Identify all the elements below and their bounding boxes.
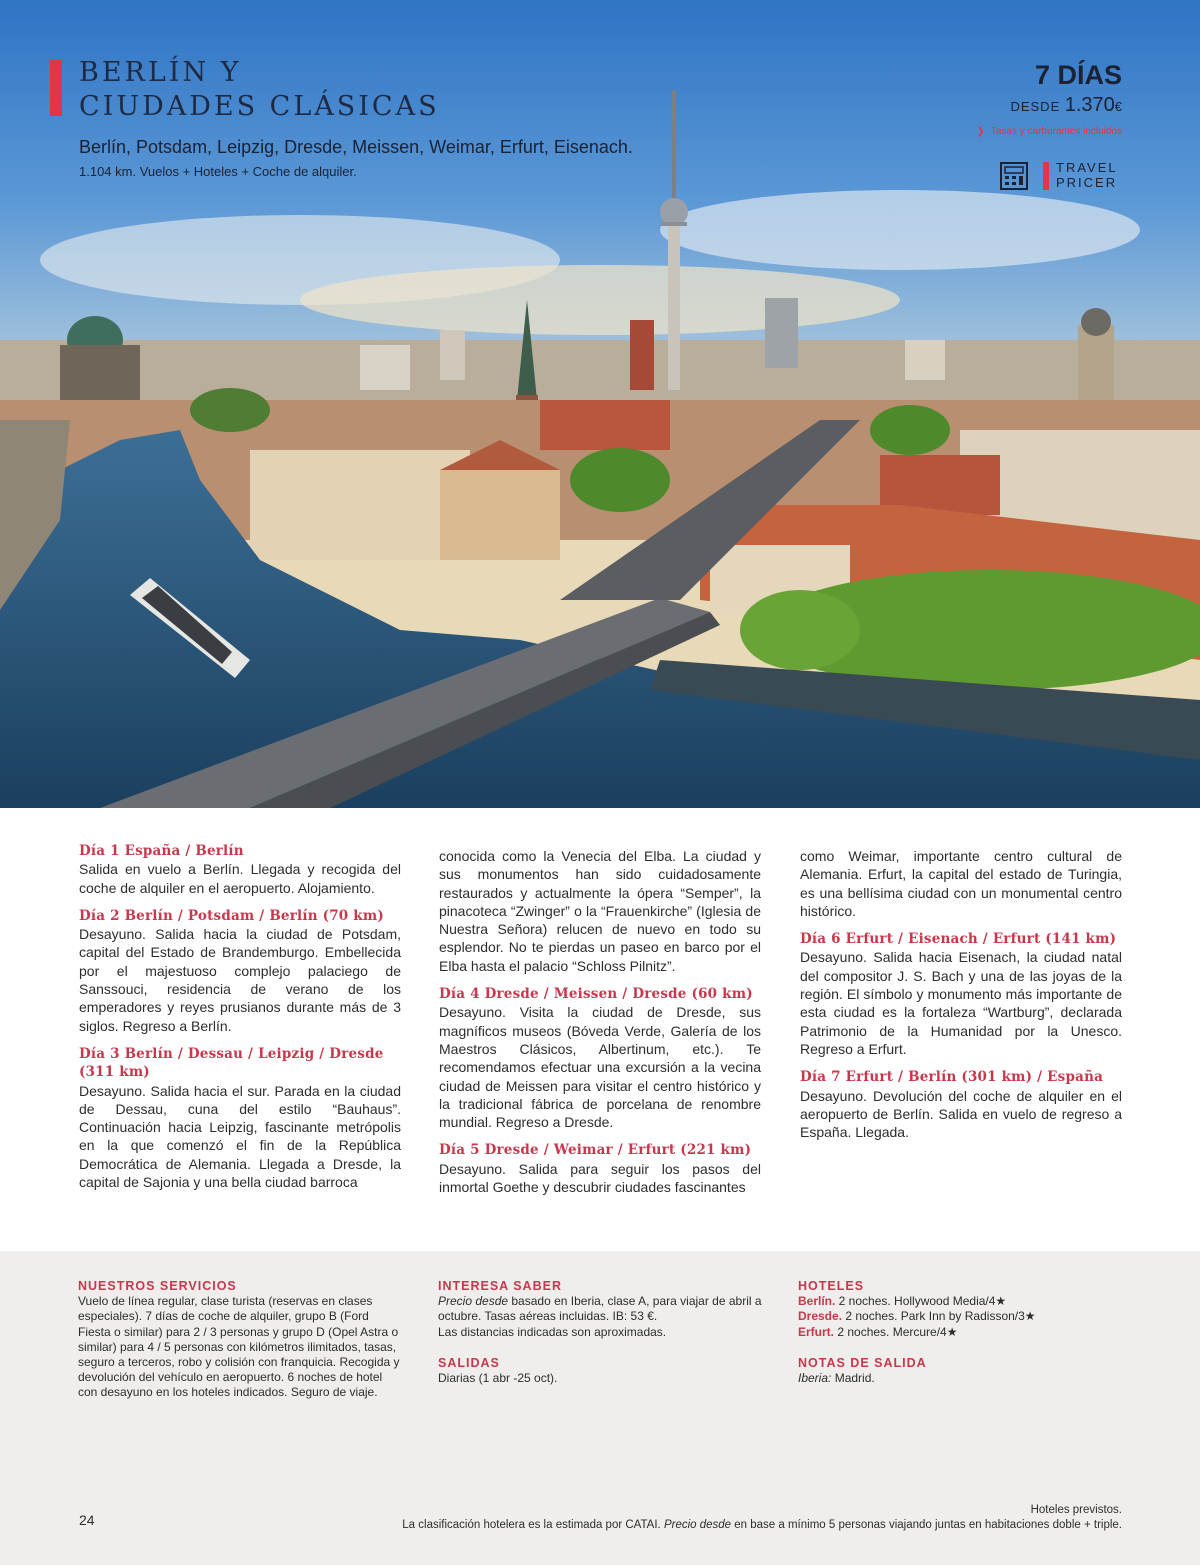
interesa-italic: Precio desde — [438, 1294, 509, 1309]
page-number: 24 — [79, 1512, 95, 1528]
day-heading: Día 5 Dresde / Weimar / Erfurt (221 km) — [439, 1142, 752, 1159]
day-heading: Día 3 Berlín / Dessau / Leipzig / Dresde (311 km) — [79, 1045, 384, 1081]
travel-pricer-logo[interactable] — [1056, 160, 1118, 190]
interesa-body: basado en Iberia, clase A, para viajar de abril a octubre. Tasas aéreas incluidas. IB: 53 €. — [438, 1294, 762, 1324]
day-block — [439, 847, 761, 975]
day-heading: Día 2 Berlín / Potsdam / Berlín (70 km) — [79, 907, 384, 924]
services-column — [78, 1279, 403, 1401]
hotel-row — [798, 1325, 1123, 1340]
day-heading: Día 7 Erfurt / Berlín (301 km) / España — [800, 1069, 1104, 1086]
services-text: Vuelo de línea regular, clase turista (reservas en clases especiales). 7 días de coche de alquiler, grupo B (Ford Fiesta o similar) para 2 / 3 personas y grupo D (Opel Astra o similar) para 4 / 5 personas con kilómetros ilimitados, tasas, seguro a terceros, robo y colisión con franquicia. Recogida y devolución del vehículo en aeropuerto. 6 noches de hotel con desayuno en los hoteles indicados. Seguro de viaje. — [78, 1294, 400, 1400]
price-block — [1010, 94, 1122, 117]
day-block — [800, 1068, 1122, 1141]
footer-note-2a: La clasificación hotelera es la estimada por CATAI. — [402, 1519, 664, 1531]
hotel-city: Dresde. — [798, 1309, 843, 1324]
taxes-note-text: Tasas y carburantes incluidos — [990, 126, 1122, 137]
notas-heading: NOTAS DE SALIDA — [798, 1355, 927, 1370]
info-column — [438, 1279, 763, 1386]
day-heading: Día 1 España / Berlín — [79, 843, 244, 859]
price-label: DESDE — [1010, 99, 1061, 114]
price-value: 1.370 — [1064, 94, 1115, 116]
services-heading: NUESTROS SERVICIOS — [78, 1279, 237, 1293]
itinerary-column-2 — [439, 847, 761, 1206]
services-panel — [0, 1251, 1200, 1565]
title-line-1: BERLÍN Y — [79, 57, 242, 88]
day-text: Desayuno. Visita la ciudad de Dresde, sus magníficos museos (Bóveda Verde, Galería de los Maestros Clásicos, Albertinum, etc.). Te recomendamos efectuar una excursión a la vecina ciudad de Meissen para visitar el centro histórico y la tradicional fábrica de porcelana de renombre mundial. Regreso a Dresde. — [439, 1004, 761, 1131]
hotel-row — [798, 1309, 1123, 1324]
day-block — [439, 1141, 761, 1196]
title-accent-bar — [50, 60, 62, 116]
route-cities: Berlín, Potsdam, Leipzig, Dresde, Meissen, Weimar, Erfurt, Eisenach. — [79, 137, 633, 157]
hotel-city: Berlín. — [798, 1294, 836, 1309]
notas-text — [798, 1371, 1123, 1386]
day-text: conocida como la Venecia del Elba. La ciudad y sus monumentos han sido cuidadosamente restaurados y actualmente la ópera “Semper”, la pinacoteca “Zwinger” o la “Frauenkirche” (Iglesia de Nuestra Señora) relucen de nuevo en todo su esplendor. No te pierdas un paseo en barco por el Elba hasta el palacio “Schloss Pilnitz”. — [439, 848, 761, 974]
interesa-heading: INTERESA SABER — [438, 1279, 562, 1293]
day-text: Desayuno. Salida para seguir los pasos del inmortal Goethe y descubrir ciudades fascinantes — [439, 1160, 761, 1196]
route-summary: 1.104 km. Vuelos + Hoteles + Coche de alquiler. — [79, 164, 357, 179]
notas-italic: Iberia: — [798, 1371, 832, 1386]
chevron-right-icon: ❯ — [976, 126, 985, 137]
itinerary — [79, 842, 1122, 1232]
itinerary-column-1 — [79, 842, 401, 1201]
hotel-row — [798, 1294, 1123, 1309]
hotel-detail: 2 noches. Mercure/4★ — [834, 1324, 958, 1339]
hotel-detail: 2 noches. Park Inn by Radisson/3★ — [842, 1309, 1036, 1324]
day-heading: Día 6 Erfurt / Eisenach / Erfurt (141 km) — [800, 931, 1117, 948]
footer-note-italic: Precio desde — [663, 1519, 732, 1531]
itinerary-column-3 — [800, 847, 1122, 1151]
interesa-text — [438, 1294, 763, 1324]
price-currency: € — [1114, 99, 1122, 114]
day-block — [79, 907, 401, 1035]
day-block — [439, 985, 761, 1131]
travel-pricer-line2: PRICER — [1056, 175, 1118, 190]
salidas-text: Diarias (1 abr -25 oct). — [438, 1371, 558, 1386]
day-text: como Weimar, importante centro cultural de Alemania. Erfurt, la capital del estado de Turingia, es una bellísima ciudad con un monumental centro histórico. — [800, 848, 1122, 919]
calculator-icon — [1000, 162, 1028, 190]
footer-note-line2 — [402, 1518, 1122, 1533]
travel-pricer-accent — [1043, 162, 1049, 190]
day-block — [800, 930, 1122, 1058]
day-block — [79, 1045, 401, 1191]
footer-note-2b: en base a mínimo 5 personas viajando juntas en habitaciones doble + triple. — [731, 1519, 1122, 1531]
interesa-text-2: Las distancias indicadas son aproximadas. — [438, 1324, 667, 1339]
hotels-heading: HOTELES — [798, 1279, 865, 1293]
hotels-column — [798, 1279, 1123, 1386]
trip-duration: 7 DÍAS — [1034, 60, 1122, 90]
day-text: Desayuno. Salida hacia Eisenach, la ciudad natal del compositor J. S. Bach y una de las joyas de la región. El símbolo y monumento más importante de esta ciudad es la fortaleza “Wartburg”, declarada Patrimonio de la Humanidad por la Unesco. Regreso a Erfurt. — [800, 949, 1122, 1057]
hotel-detail: 2 noches. Hollywood Media/4★ — [835, 1294, 1007, 1309]
notas-body: Madrid. — [831, 1371, 875, 1386]
taxes-note — [976, 126, 1122, 137]
page-title — [79, 56, 440, 124]
footer-note-line1: Hoteles previstos. — [1030, 1504, 1122, 1516]
hotel-city: Erfurt. — [798, 1324, 834, 1339]
day-text: Salida en vuelo a Berlín. Llegada y recogida del coche de alquiler en el aeropuerto. Alojamiento. — [79, 861, 401, 896]
day-text: Desayuno. Salida hacia el sur. Parada en la ciudad de Dessau, cuna del estilo “Bauhaus”. Continuación hacia Leipzig, fascinante metrópolis en la que comenzó el fin de la República Democrática de Alemania. Llegada a Dresde, la capital de Sajonia y una bella ciudad barroca — [79, 1082, 401, 1191]
salidas-heading: SALIDAS — [438, 1355, 500, 1370]
footer-note — [402, 1503, 1122, 1533]
travel-pricer-line1: TRAVEL — [1056, 160, 1118, 175]
day-text: Desayuno. Devolución del coche de alquiler en el aeropuerto de Berlín. Salida en vuelo de regreso a España. Llegada. — [800, 1087, 1122, 1141]
day-block — [800, 847, 1122, 920]
title-line-2: CIUDADES CLÁSICAS — [79, 91, 440, 122]
day-text: Desayuno. Salida hacia la ciudad de Potsdam, capital del Estado de Brandemburgo. Embellecida por el majestuoso complejo palaciego de Sanssouci, residencia de verano de los emperadores y reyes prusianos durante más de 3 siglos. Regreso a Berlín. — [79, 926, 401, 1034]
day-block — [79, 842, 401, 897]
day-heading: Día 4 Dresde / Meissen / Dresde (60 km) — [439, 986, 753, 1003]
